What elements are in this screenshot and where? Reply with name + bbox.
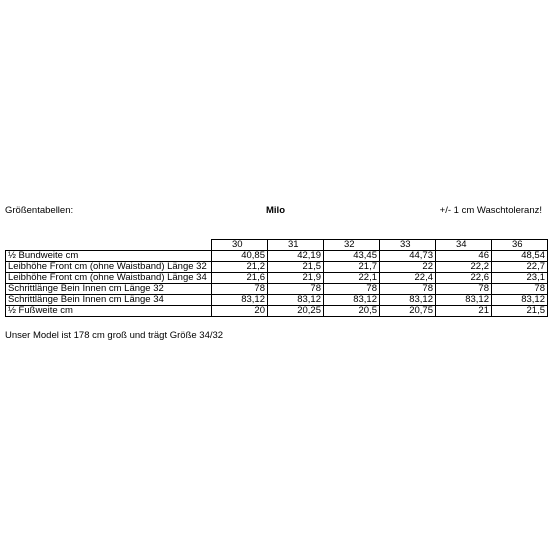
table-cell: 83,12 <box>492 295 548 306</box>
table-cell: 48,54 <box>492 251 548 262</box>
table-cell: 20,75 <box>380 306 436 317</box>
size-header-33: 33 <box>380 240 436 251</box>
size-table-heading: Größentabellen: <box>5 205 74 216</box>
table-cell: 78 <box>492 284 548 295</box>
table-cell: 22,6 <box>436 273 492 284</box>
table-row <box>6 295 548 306</box>
table-cell: 78 <box>324 284 380 295</box>
model-size-note: Unser Model ist 178 cm groß und trägt Größe 34/32 <box>5 330 224 341</box>
table-cell: 78 <box>436 284 492 295</box>
table-cell: 83,12 <box>324 295 380 306</box>
table-cell: 22,7 <box>492 262 548 273</box>
table-cell: 83,12 <box>268 295 324 306</box>
product-name: Milo <box>266 205 285 216</box>
table-cell: 20,25 <box>268 306 324 317</box>
size-header-32: 32 <box>324 240 380 251</box>
size-header-30: 30 <box>212 240 268 251</box>
size-header-31: 31 <box>268 240 324 251</box>
table-cell: 40,85 <box>212 251 268 262</box>
table-cell: 42,19 <box>268 251 324 262</box>
table-cell: 83,12 <box>380 295 436 306</box>
table-row <box>6 306 548 317</box>
size-header-36: 36 <box>492 240 548 251</box>
table-cell: 21,5 <box>492 306 548 317</box>
table-cell: 83,12 <box>436 295 492 306</box>
size-header-row <box>6 240 548 251</box>
table-cell: 21,2 <box>212 262 268 273</box>
table-cell: 43,45 <box>324 251 380 262</box>
table-cell: 20,5 <box>324 306 380 317</box>
row-label: ½ Fußweite cm <box>6 306 212 317</box>
table-cell: 23,1 <box>492 273 548 284</box>
table-cell: 78 <box>268 284 324 295</box>
table-row <box>6 251 548 262</box>
table-cell: 21 <box>436 306 492 317</box>
table-cell: 21,5 <box>268 262 324 273</box>
row-label: Schrittlänge Bein Innen cm Länge 34 <box>6 295 212 306</box>
table-corner <box>6 240 212 251</box>
table-cell: 21,6 <box>212 273 268 284</box>
table-row <box>6 262 548 273</box>
table-cell: 22,1 <box>324 273 380 284</box>
table-cell: 22,2 <box>436 262 492 273</box>
row-label: Schrittlänge Bein Innen cm Länge 32 <box>6 284 212 295</box>
table-cell: 78 <box>212 284 268 295</box>
size-table <box>5 239 548 317</box>
row-label: ½ Bundweite cm <box>6 251 212 262</box>
size-header-34: 34 <box>436 240 492 251</box>
table-cell: 44,73 <box>380 251 436 262</box>
table-row <box>6 284 548 295</box>
table-cell: 21,9 <box>268 273 324 284</box>
table-cell: 78 <box>380 284 436 295</box>
table-cell: 22,4 <box>380 273 436 284</box>
row-label: Leibhöhe Front cm (ohne Waistband) Länge 32 <box>6 262 212 273</box>
table-cell: 21,7 <box>324 262 380 273</box>
row-label: Leibhöhe Front cm (ohne Waistband) Länge 34 <box>6 273 212 284</box>
wash-tolerance-note: +/- 1 cm Waschtoleranz! <box>439 205 542 216</box>
table-row <box>6 273 548 284</box>
table-cell: 83,12 <box>212 295 268 306</box>
table-cell: 20 <box>212 306 268 317</box>
table-cell: 22 <box>380 262 436 273</box>
table-cell: 46 <box>436 251 492 262</box>
